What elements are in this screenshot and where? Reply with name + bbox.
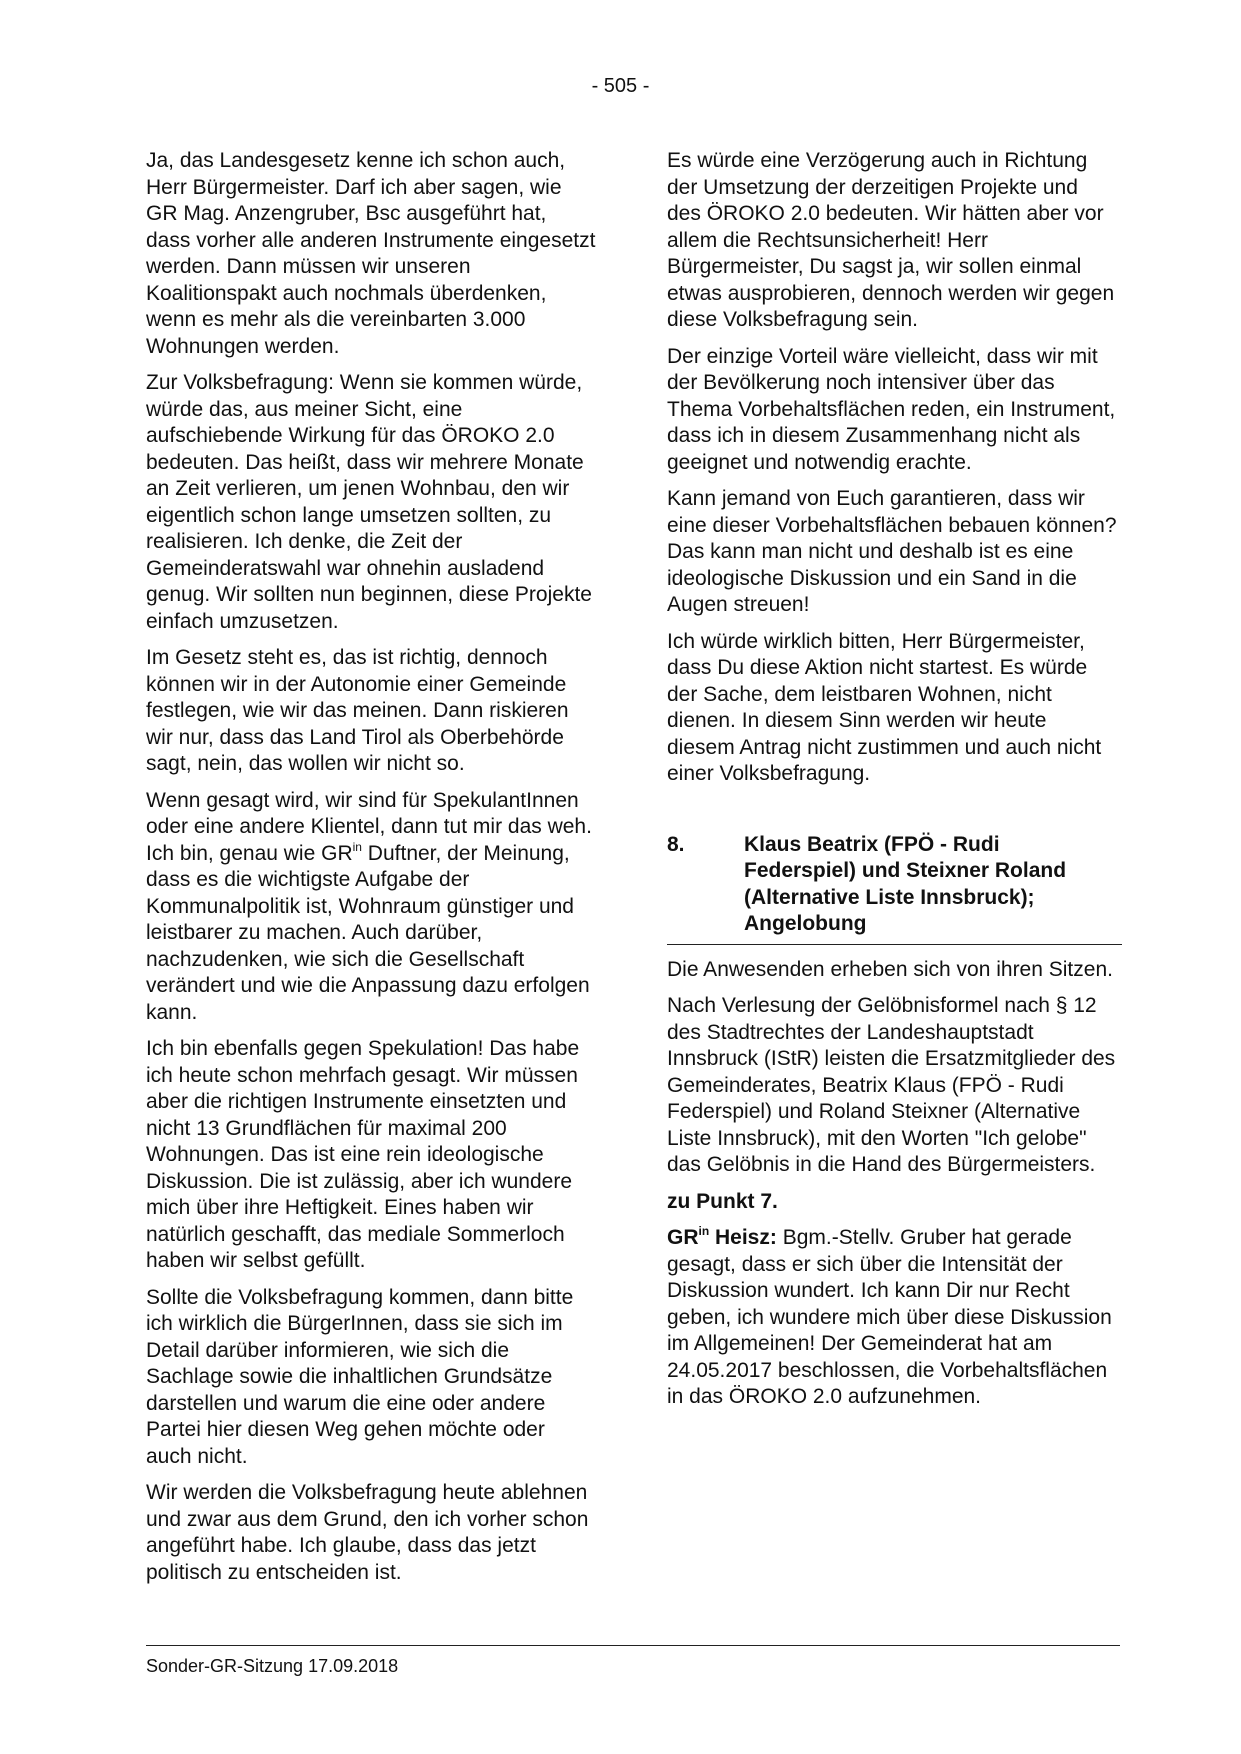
speaker-text: Bgm.-Stellv. Gruber hat gerade gesagt, dass er sich über die Intensität der Diskussion wundert. Ich kann Dir nur Recht geben, ich wundere mich über diese Diskussion im Allgemeinen! Der Gemeinderat hat am 24.05.2017 beschlossen, die Vorbehaltsflächen in das ÖROKO 2.0 aufzunehmen.: [667, 1226, 1112, 1408]
paragraph: Ja, das Landesgesetz kenne ich schon auch, Herr Bürgermeister. Darf ich aber sagen, wie GR Mag. Anzengruber, Bsc ausgeführt hat, dass vorher alle anderen Instrumente eingesetzt werden. Dann müssen wir unseren Koalitionspakt auch nochmals überdenken, wenn es mehr als die vereinbarten 3.000 Wohnungen werden.: [146, 149, 596, 358]
agenda-item-number: 8.: [667, 832, 685, 856]
paragraph: Die Anwesenden erheben sich von ihren Sitzen.: [667, 957, 1113, 981]
paragraph: Wir werden die Volksbefragung heute ablehnen und zwar aus dem Grund, den ich vorher schon angeführt habe. Ich glaube, dass das jetzt politisch zu entscheiden ist.: [146, 1481, 589, 1584]
paragraph: Kann jemand von Euch garantieren, dass wir eine dieser Vorbehaltsflächen bebauen können? Das kann man nicht und deshalb ist es eine ideologische Diskussion und ein Sand in die Augen streuen!: [667, 487, 1117, 616]
footer-text: Sonder-GR-Sitzung 17.09.2018: [146, 1656, 399, 1676]
agenda-item-heading: [667, 832, 1117, 938]
paragraph: Zur Volksbefragung: Wenn sie kommen würde, würde das, aus meiner Sicht, eine aufschiebende Wirkung für das ÖROKO 2.0 bedeuten. Das heißt, dass wir mehrere Monate an Zeit verlieren, um jenen Wohnbau, den wir eigentlich schon lange umsetzen sollten, zu realisieren. Ich denke, die Zeit der Gemeinderatswahl war ohnehin ausladend genug. Wir sollten nun beginnen, diese Projekte einfach umzusetzen.: [146, 371, 592, 633]
paragraph-text: Duftner, der Meinung, dass es die wichtigste Aufgabe der Kommunalpolitik ist, Wohnraum günstiger und leistbarer zu machen. Auch darüber, nachzudenken, wie sich die Gesellschaft verändert und wie die Anpassung dazu erfolgen kann.: [146, 841, 590, 1024]
paragraph: Es würde eine Verzögerung auch in Richtung der Umsetzung der derzeitigen Projekte und des ÖROKO 2.0 bedeuten. Wir hätten aber vor allem die Rechtsunsicherheit! Herr Bürgermeister, Du sagst ja, wir sollen einmal etwas ausprobieren, dennoch werden wir gegen diese Volksbefragung sein.: [667, 149, 1115, 331]
paragraph: Ich bin ebenfalls gegen Spekulation! Das habe ich heute schon mehrfach gesagt. Wir müssen aber die richtigen Instrumente einsetzten und nicht 13 Grundflächen für maximal 200 Wohnungen. Das ist eine rein ideologische Diskussion. Die ist zulässig, aber ich wundere mich über ihre Heftigkeit. Eines haben wir natürlich geschafft, das mediale Sommerloch haben wir selbst gefüllt.: [146, 1037, 580, 1272]
superscript: in: [698, 1224, 710, 1238]
paragraph: Der einzige Vorteil wäre vielleicht, dass wir mit der Bevölkerung noch intensiver über das Thema Vorbehaltsflächen reden, ein Instrument, dass ich in diesem Zusammenhang nicht als geeignet und notwendig erachte.: [667, 344, 1116, 474]
section-heading: zu Punkt 7.: [667, 1189, 778, 1213]
speaker-title: GR: [667, 1226, 699, 1249]
paragraph: Nach Verlesung der Gelöbnisformel nach § 12 des Stadtrechtes der Landeshauptstadt Innsbruck (IStR) leisten die Ersatzmitglieder des Gemeinderates, Beatrix Klaus (FPÖ - Rudi Federspiel) und Roland Steixner (Alternative Liste Innsbruck), mit den Worten "Ich gelobe" das Gelöbnis in die Hand des Bürgermeisters.: [667, 994, 1116, 1176]
page-number: - 505 -: [591, 75, 650, 97]
agenda-item-title: Klaus Beatrix (FPÖ - Rudi Federspiel) und Steixner Roland (Alternative Liste Innsbruck); Angelobung: [744, 832, 1067, 935]
section-divider: [667, 944, 1122, 945]
paragraph-text: Wenn gesagt wird, wir sind für SpekulantInnen oder eine andere Klientel, dann tut mir das weh. Ich bin, genau wie GR: [146, 788, 592, 865]
paragraph: Im Gesetz steht es, das ist richtig, dennoch können wir in der Autonomie einer Gemeinde festlegen, wie wir das meinen. Dann riskieren wir nur, dass das Land Tirol als Oberbehörde sagt, nein, das wollen wir nicht so.: [146, 646, 569, 775]
superscript: in: [352, 839, 362, 854]
right-column: [667, 148, 1117, 1421]
paragraph: [146, 788, 596, 1027]
left-column: [146, 148, 596, 1596]
paragraph: Sollte die Volksbefragung kommen, dann bitte ich wirklich die BürgerInnen, dass sie sich im Detail darüber informieren, wie sich die Sachlage sowie die inhaltlichen Grundsätze darstellen und warum die eine oder andere Partei hier diesen Weg gehen möchte oder auch nicht.: [146, 1285, 574, 1468]
speaker-paragraph: [667, 1225, 1117, 1411]
footer-divider: [146, 1645, 1120, 1646]
paragraph: Ich würde wirklich bitten, Herr Bürgermeister, dass Du diese Aktion nicht startest. Es würde der Sache, dem leistbaren Wohnen, nicht dienen. In diesem Sinn werden wir heute diesem Antrag nicht zustimmen und auch nicht einer Volksbefragung.: [667, 629, 1102, 785]
speaker-name: Heisz:: [709, 1226, 777, 1249]
